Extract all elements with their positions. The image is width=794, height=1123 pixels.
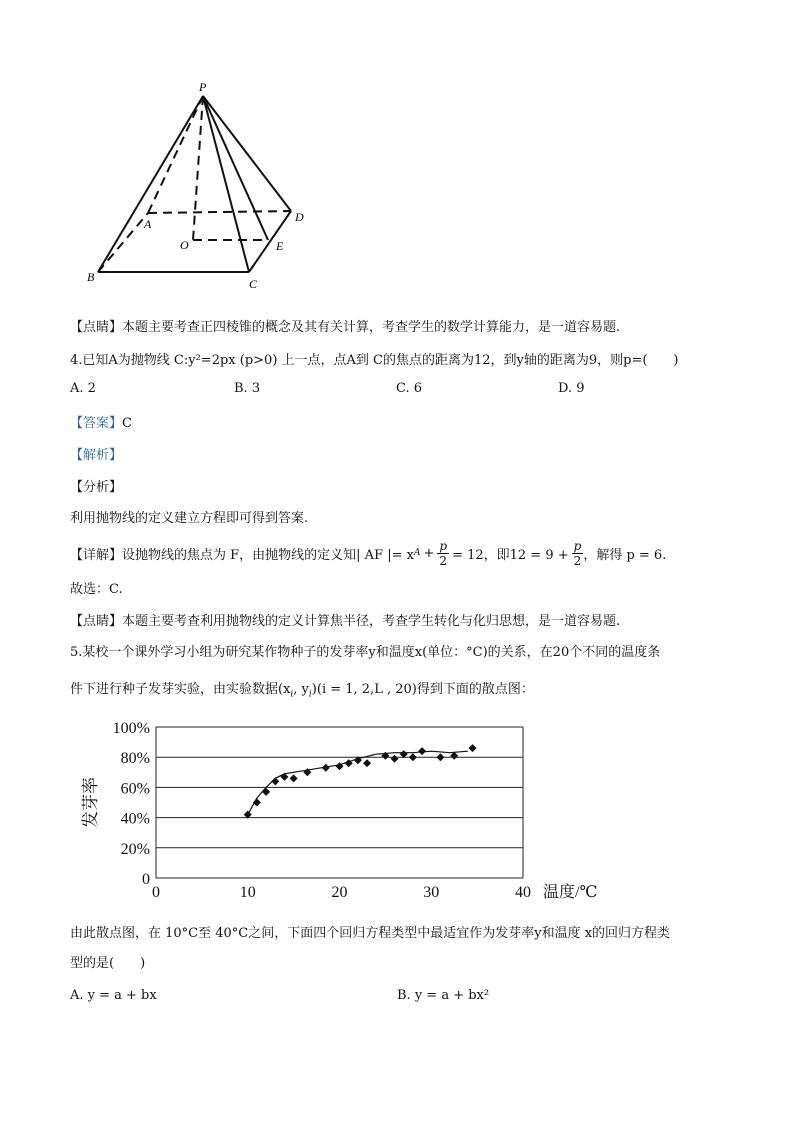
data-point (290, 774, 298, 782)
q4-answer (70, 412, 132, 431)
data-point (253, 799, 261, 807)
vertex-label-c: C (249, 277, 258, 291)
data-point (262, 788, 270, 796)
detail-subscript: A (413, 548, 421, 558)
data-point (271, 777, 279, 785)
q4-option-b: B. 3 (234, 381, 261, 396)
q3-comment: 【点睛】本题主要考查正四棱锥的概念及其有关计算，考查学生的数学计算能力，是一道容易题. (70, 320, 621, 335)
vertex-label-b: B (87, 270, 95, 284)
x-tick-label: 10 (239, 884, 256, 901)
q5-after-line2: 型的是( ) (70, 956, 146, 971)
y-tick-label: 20% (120, 840, 150, 858)
q5-option-a: A. y = a + bx (70, 988, 157, 1003)
fraction-numerator: p (439, 538, 448, 553)
vertex-label-a: A (144, 217, 152, 231)
vertex-label-p: P (199, 80, 207, 94)
q5-stem-part2: , y (293, 682, 309, 697)
q5-stem-part3: )(i = 1, 2,L , 20)得到下面的散点图： (311, 682, 534, 697)
y-tick-label: 80% (120, 750, 150, 768)
x-axis-label: 温度/℃ (543, 884, 598, 901)
q4-stem: 4.已知A为抛物线 C:y²=2px (p>0) 上一点，点A到 C的焦点的距离为12，到y轴的距离为9，则p=( ) (70, 353, 679, 368)
q4-option-c: C. 6 (396, 381, 423, 396)
vertex-label-d: D (295, 210, 304, 224)
q4-option-a: A. 2 (70, 381, 96, 396)
fraction-p-over-2-second (572, 539, 584, 568)
detail-text-c: = 12，即12 = 9 + (452, 547, 569, 563)
fraction-numerator-2: p (573, 538, 582, 553)
fraction-p-over-2 (437, 539, 449, 568)
data-point (391, 755, 399, 763)
q5-option-b: B. y = a + bx² (397, 988, 490, 1003)
q5-stem-part1: 件下进行种子发芽实验，由实验数据(x (70, 682, 291, 697)
detail-tag: 【详解】 (70, 547, 123, 563)
x-tick-label: 0 (152, 884, 160, 901)
vertex-label-o: O (180, 238, 189, 252)
detail-plus: + (423, 545, 435, 561)
y-tick-label: 0 (142, 871, 150, 888)
data-point (418, 747, 426, 755)
answer-tag: 【答案】 (70, 416, 123, 431)
data-point (363, 759, 371, 767)
fraction-denominator: 2 (439, 553, 448, 568)
detail-text-a: 设抛物线的焦点为 F，由抛物线的定义知| AF |= x (122, 547, 414, 563)
x-tick-label: 40 (515, 884, 531, 901)
q4-detail (70, 535, 666, 571)
fenxi-tag: 【分析】 (70, 480, 123, 495)
detail-text-d: ，解得 p = 6. (583, 547, 667, 563)
q5-sub-i-2: i (308, 689, 312, 700)
y-tick-label: 60% (120, 780, 150, 798)
analysis-tag: 【解析】 (70, 448, 123, 463)
x-tick-label: 20 (331, 884, 348, 901)
data-point (436, 753, 444, 761)
x-tick-label: 30 (423, 884, 440, 901)
q5-sub-i: i (290, 689, 294, 700)
fenxi-text: 利用抛物线的定义建立方程即可得到答案. (70, 511, 309, 526)
q5-after-line1: 由此散点图，在 10°C至 40°C之间，下面四个回归方程类型中最适宜作为发芽率y和温度 x的回归方程类 (70, 926, 671, 941)
y-tick-label: 100% (112, 720, 150, 737)
fraction-denominator-2: 2 (573, 553, 582, 568)
data-point (280, 773, 288, 781)
answer-value: C (122, 416, 132, 431)
q5-stem-line1: 5.某校一个课外学习小组为研究某作物种子的发芽率y和温度x(单位：°C)的关系，在20个不同的温度条 (70, 645, 661, 660)
vertex-label-e: E (276, 239, 284, 253)
q4-comment: 【点睛】本题主要考查利用抛物线的定义计算焦半径，考查学生转化与化归思想，是一道容易题. (70, 614, 621, 629)
data-point (322, 764, 330, 772)
pyramid-figure (80, 75, 320, 295)
y-tick-label: 40% (120, 810, 150, 828)
data-point (469, 744, 477, 752)
q4-option-d: D. 9 (558, 381, 585, 396)
scatter-chart (70, 712, 650, 907)
q4-choice: 故选：C. (70, 582, 123, 597)
q5-stem-line2 (70, 678, 534, 700)
data-point (409, 753, 417, 761)
y-axis-label: 发芽率 (81, 777, 100, 828)
